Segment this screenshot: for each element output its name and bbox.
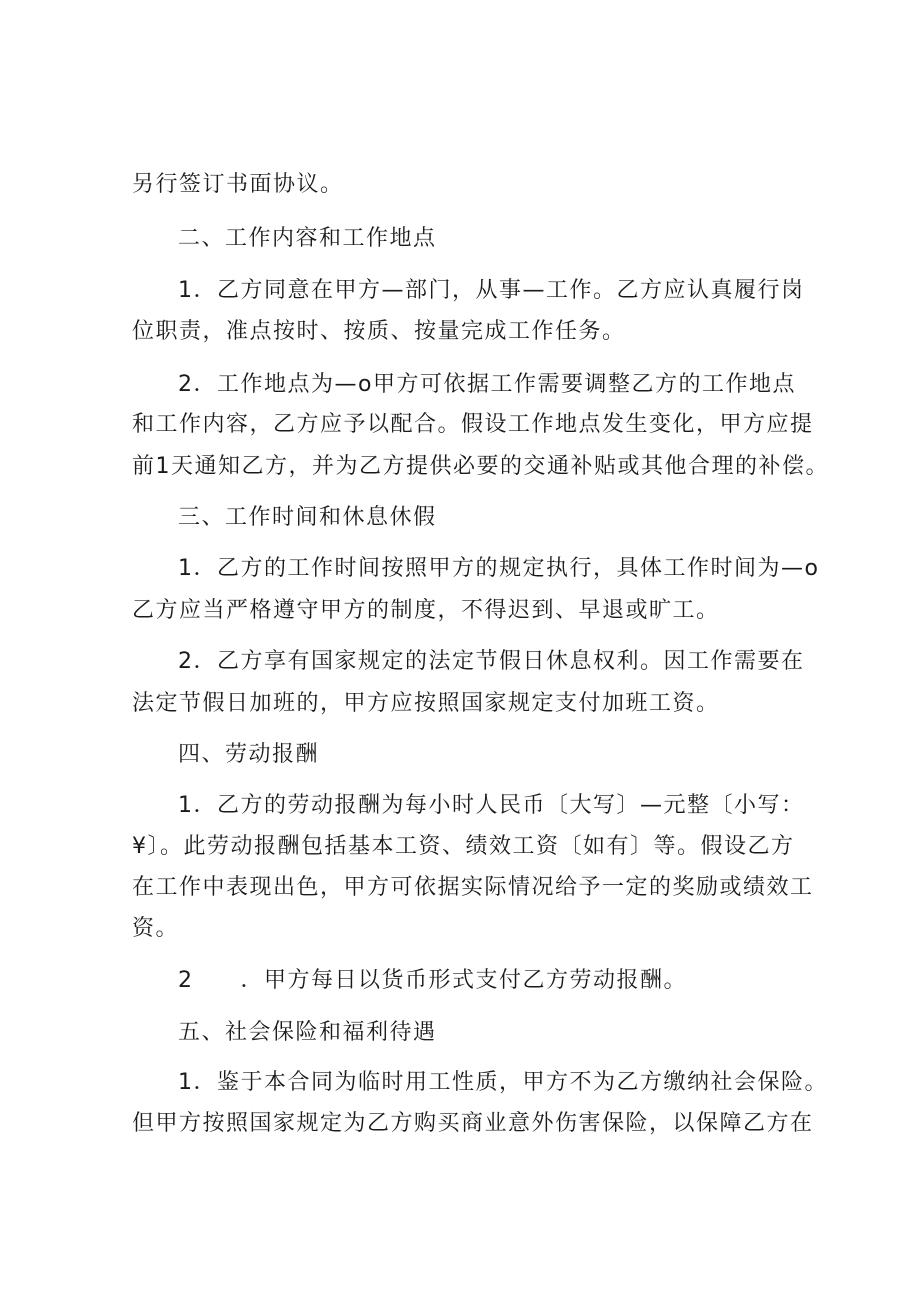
paragraph-line: 但甲方按照国家规定为乙方购买商业意外伤害保险，以保障乙方在 — [132, 1111, 814, 1136]
section-heading: 五、社会保险和福利待遇 — [178, 1020, 437, 1045]
paragraph-line: 前1天通知乙方，并为乙方提供必要的交通补贴或其他合理的补偿。 — [132, 454, 829, 479]
paragraph-line: 法定节假日加班的，甲方应按照国家规定支付加班工资。 — [132, 691, 720, 716]
section-heading: 四、劳动报酬 — [178, 742, 320, 767]
paragraph-line: 位职责，准点按时、按质、按量完成工作任务。 — [132, 319, 626, 344]
section-heading: 三、工作时间和休息休假 — [178, 505, 437, 530]
paragraph-line: 2．工作地点为—o甲方可依据工作需要调整乙方的工作地点 — [178, 372, 796, 397]
paragraph-line: 2．乙方享有国家规定的法定节假日休息权利。因工作需要在 — [178, 649, 805, 674]
paragraph-line: 在工作中表现出色，甲方可依据实际情况给予一定的奖励或绩效工 — [132, 875, 814, 900]
paragraph-line: 和工作内容，乙方应予以配合。假设工作地点发生变化，甲方应提 — [132, 412, 814, 437]
paragraph-line: 资。 — [132, 916, 180, 941]
paragraph-line: 1．乙方的工作时间按照甲方的规定执行，具体工作时间为—o — [178, 556, 820, 581]
paragraph-line: 1．乙方的劳动报酬为每小时人民币〔大写〕—元整〔小写： — [178, 793, 805, 818]
paragraph-line: 另行签订书面协议。 — [132, 172, 344, 197]
paragraph-line: 1．鉴于本合同为临时用工性质，甲方不为乙方缴纳社会保险。 — [178, 1070, 828, 1095]
paragraph-line: 2 ．甲方每日以货币形式支付乙方劳动报酬。 — [178, 968, 687, 993]
section-heading: 二、工作内容和工作地点 — [178, 226, 437, 251]
paragraph-line: 乙方应当严格遵守甲方的制度，不得迟到、早退或旷工。 — [132, 598, 720, 623]
paragraph-line: ¥〕。此劳动报酬包括基本工资、绩效工资〔如有〕等。假设乙方 — [132, 834, 795, 859]
paragraph-line: 1．乙方同意在甲方—部门，从事—工作。乙方应认真履行岗 — [178, 278, 805, 303]
